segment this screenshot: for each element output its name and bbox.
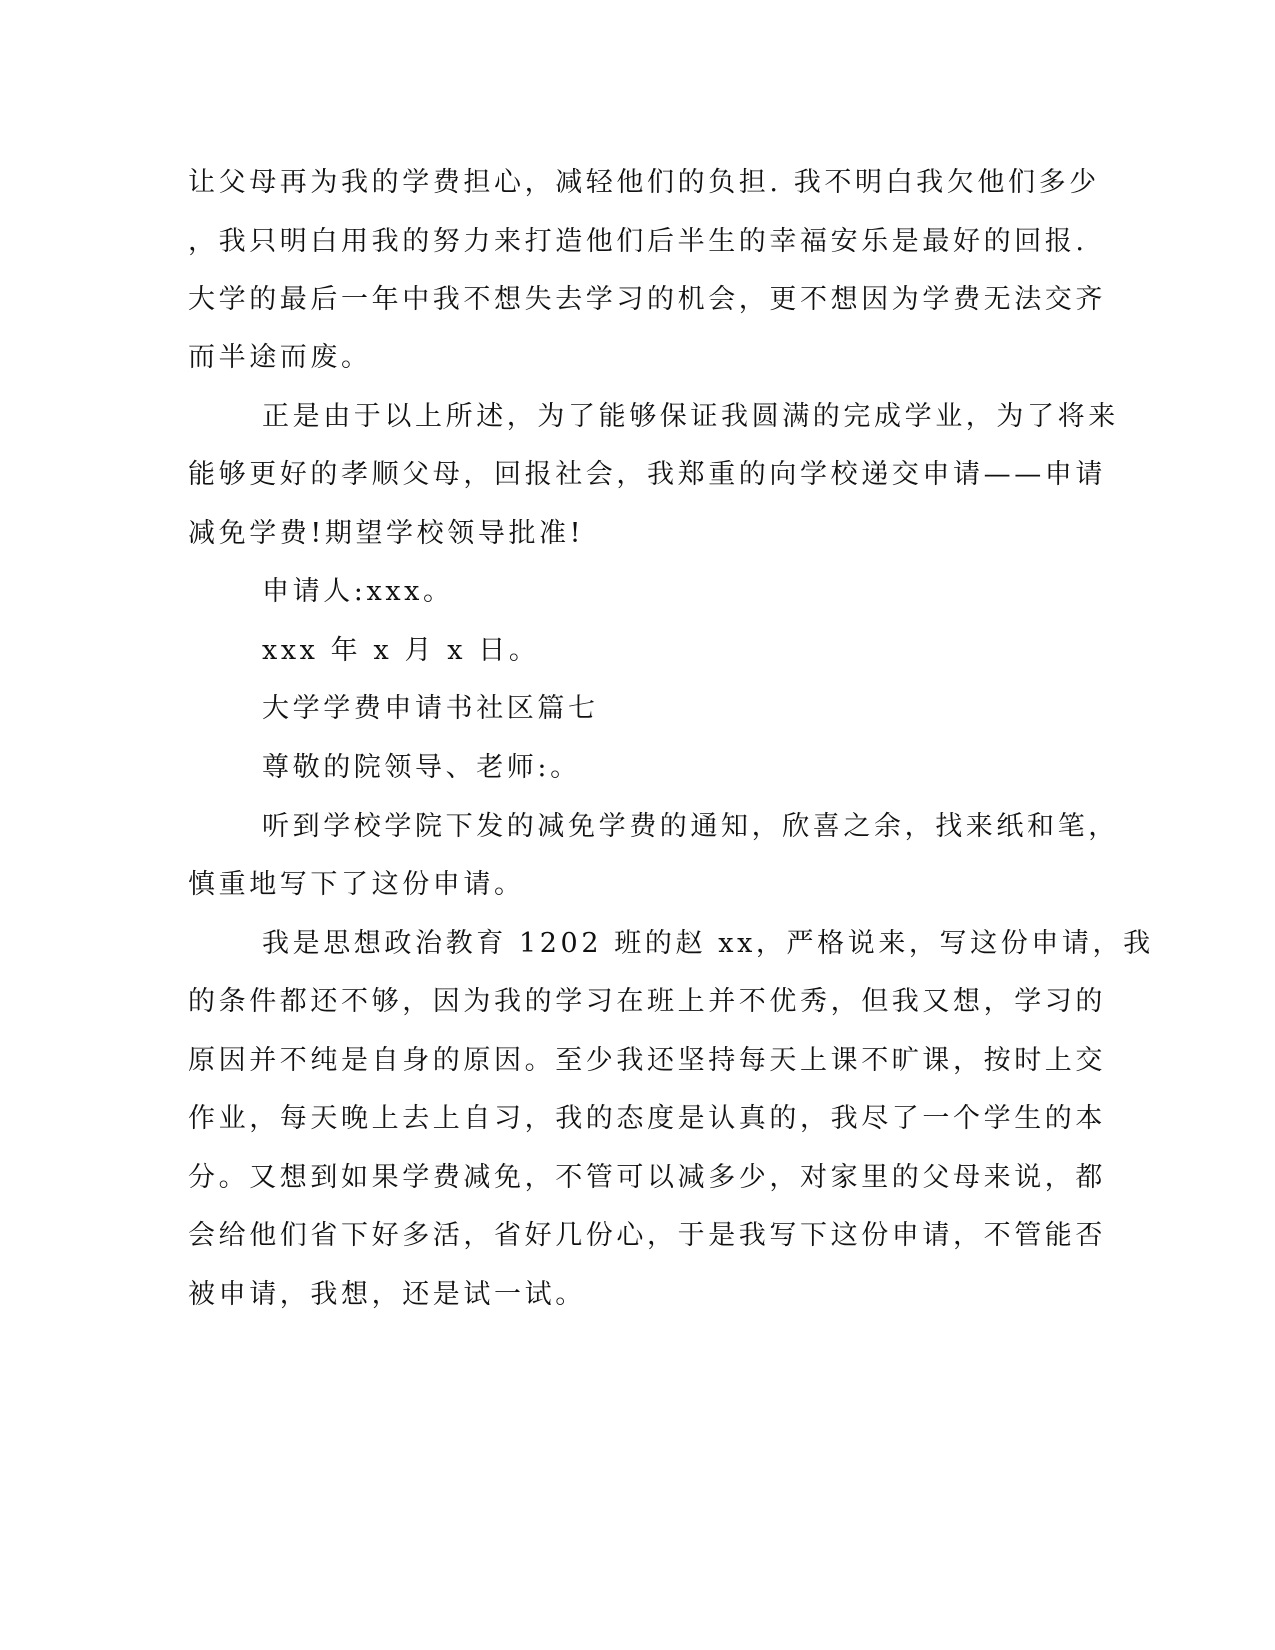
text-line: ，我只明白用我的努力来打造他们后半生的幸福安乐是最好的回报. [188,226,1088,257]
paragraph-start: 听到学校学院下发的减免学费的通知，欣喜之余，找来纸和笔， [262,811,1119,842]
text-line: 能够更好的孝顺父母，回报社会，我郑重的向学校递交申请——申请 [188,459,1106,490]
text-line: 慎重地写下了这份申请。 [188,869,525,900]
text-line: 原因并不纯是自身的原因。至少我还坚持每天上课不旷课，按时上交 [188,1045,1106,1076]
text-line: 大学的最后一年中我不想失去学习的机会，更不想因为学费无法交齐 [188,284,1106,315]
text-line: 让父母再为我的学费担心，减轻他们的负担. 我不明白我欠他们多少 [188,167,1100,198]
paragraph-start: 我是思想政治教育 1202 班的赵 xx，严格说来，写这份申请，我 [262,928,1154,959]
section-title: 大学学费申请书社区篇七 [262,693,599,724]
paragraph-start: 正是由于以上所述，为了能够保证我圆满的完成学业，为了将来 [262,401,1119,432]
date-line: xxx 年 x 月 x 日。 [262,635,540,666]
text-line: 分。又想到如果学费减免，不管可以减多少，对家里的父母来说，都 [188,1162,1106,1193]
text-line: 会给他们省下好多活，省好几份心，于是我写下这份申请，不管能否 [188,1220,1106,1251]
text-line: 减免学费!期望学校领导批准! [188,518,585,549]
salutation: 尊敬的院领导、老师:。 [262,752,581,783]
text-line: 被申请，我想，还是试一试。 [188,1279,586,1310]
text-line: 作业，每天晚上去上自习，我的态度是认真的，我尽了一个学生的本 [188,1103,1106,1134]
applicant-signature: 申请人:xxx。 [262,576,454,607]
text-line: 而半途而废。 [188,342,372,373]
text-line: 的条件都还不够，因为我的学习在班上并不优秀，但我又想，学习的 [188,986,1106,1017]
